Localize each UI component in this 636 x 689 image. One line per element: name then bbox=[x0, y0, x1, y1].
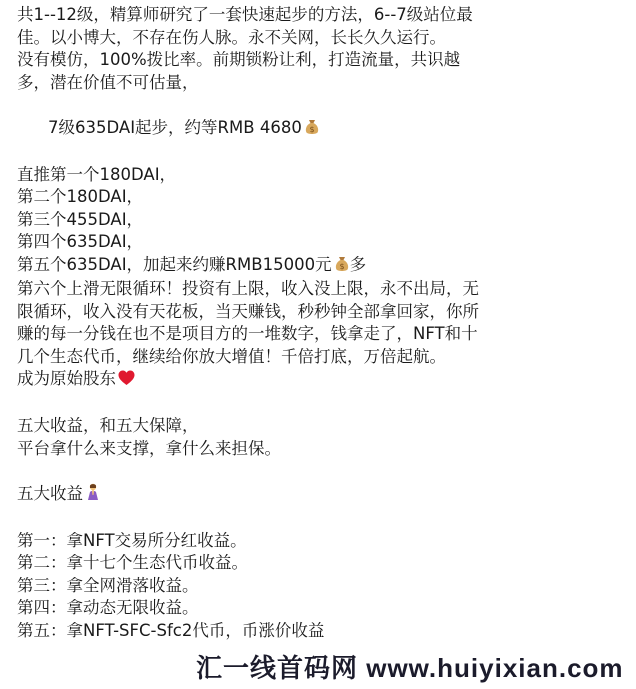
loop-line-1: 第六个上滑无限循环！投资有上限，收入没上限，永不出局，无 bbox=[17, 279, 479, 298]
svg-text:$: $ bbox=[309, 124, 315, 134]
document-body bbox=[17, 4, 623, 642]
loop-line-4: 几个生态代币，继续给你放大增值！千倍打底，万倍起航。 bbox=[17, 346, 446, 366]
earnings-title-line bbox=[17, 483, 623, 508]
loop-line-2: 限循环，收入没有天花板，当天赚钱，秒秒钟全部拿回家，你所 bbox=[17, 301, 479, 321]
guarantee-line-2: 平台拿什么来支撑，拿什么来担保。 bbox=[17, 438, 281, 458]
direct-referral-4: 第四个635DAI， bbox=[17, 232, 144, 251]
direct-referral-2: 第二个180DAI， bbox=[17, 187, 144, 206]
earning-item-1: 第一：拿NFT交易所分红收益。 bbox=[17, 530, 247, 550]
loop-line-3: 赚的每一分钱在也不是项目方的一堆数字，钱拿走了，NFT和十 bbox=[17, 324, 478, 343]
direct-referral-5-text: 第五个635DAI，加起来约赚RMB15000元 bbox=[17, 254, 332, 274]
direct-referral-5-suffix: 多 bbox=[349, 254, 367, 274]
earning-item-5: 第五：拿NFT-SFC-Sfc2代币，币涨价收益 bbox=[17, 620, 325, 640]
intro-line-4: 多，潜在价值不可估量， bbox=[17, 72, 199, 92]
direct-referral-3: 第三个455DAI， bbox=[17, 209, 144, 229]
earning-item-4: 第四：拿动态无限收益。 bbox=[17, 598, 199, 617]
guarantee-line-1: 五大收益，和五大保障， bbox=[17, 416, 199, 435]
money-bag-icon bbox=[304, 118, 320, 142]
direct-referral-5 bbox=[17, 254, 623, 279]
shareholder-text: 成为原始股东 bbox=[17, 369, 116, 388]
direct-referral-1: 直推第一个180DAI， bbox=[17, 164, 177, 184]
earnings-title: 五大收益 bbox=[17, 483, 83, 503]
svg-text:$: $ bbox=[339, 261, 345, 271]
shareholder-line bbox=[17, 368, 623, 393]
red-heart-icon bbox=[118, 370, 135, 393]
start-level-line bbox=[17, 117, 623, 142]
folded-hands-icon bbox=[85, 483, 101, 508]
earning-item-2: 第二：拿十七个生态代币收益。 bbox=[17, 553, 248, 572]
earning-item-3: 第三：拿全网滑落收益。 bbox=[17, 575, 199, 595]
intro-line-3: 没有模仿，100%拨比率。前期锁粉让利，打造流量，共识越 bbox=[17, 50, 461, 69]
intro-line-2: 佳。以小博大，不存在伤人脉。永不关网，长长久久运行。 bbox=[17, 27, 446, 47]
intro-line-1: 共1--12级，精算师研究了一套快速起步的方法，6--7级站位最 bbox=[17, 5, 473, 24]
start-level-text: 7级635DAI起步，约等RMB 4680 bbox=[48, 117, 302, 137]
money-bag-icon bbox=[334, 255, 350, 279]
site-watermark: 汇一线首码网 www.huiyixian.com bbox=[196, 653, 624, 683]
